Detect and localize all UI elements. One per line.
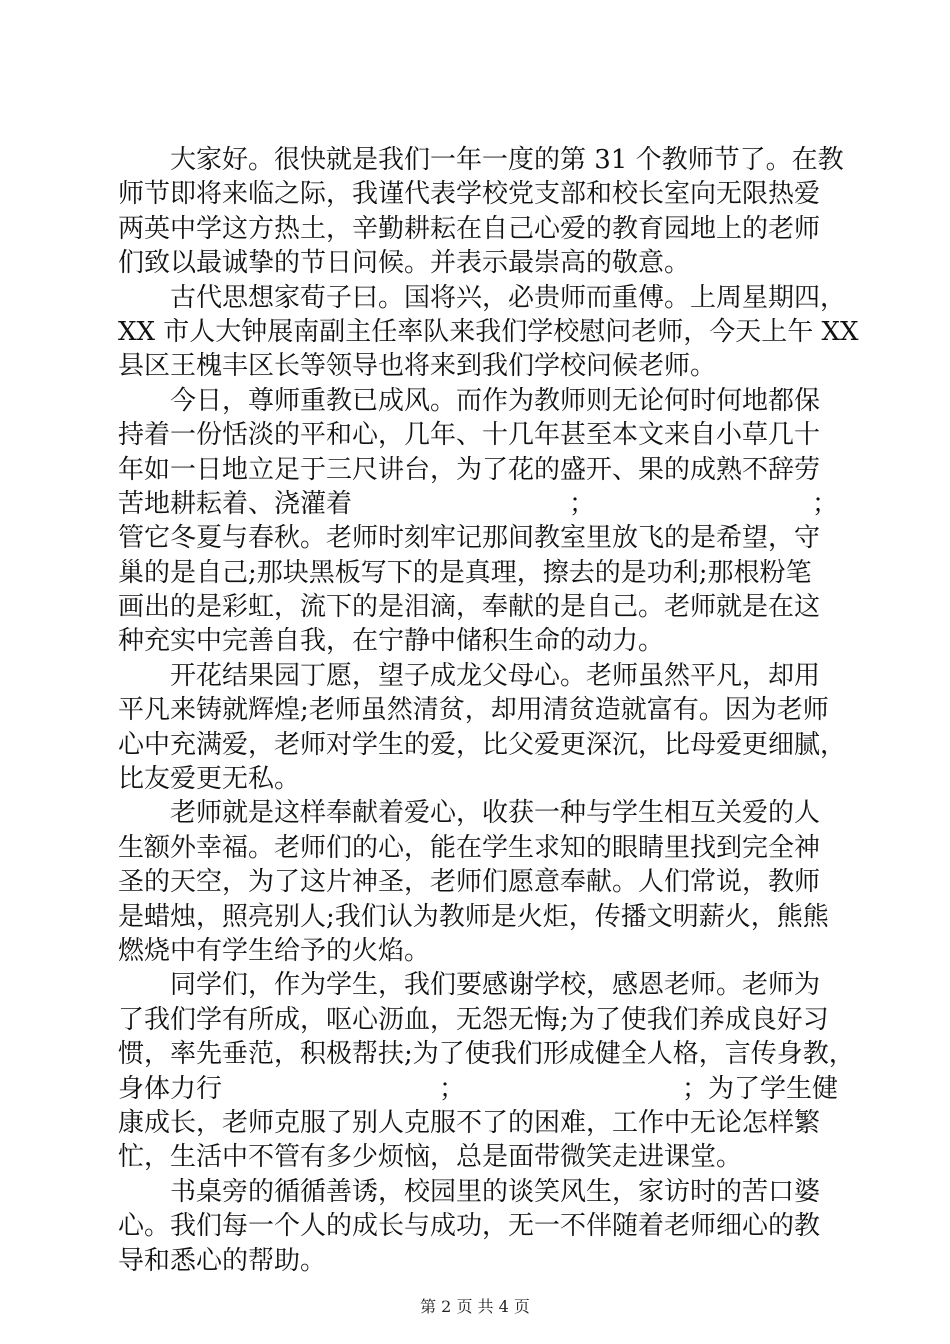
text-line: 巢的是自己;那块黑板写下的是真理，擦去的是功利;那根粉笔 — [118, 557, 812, 588]
text-line: XX 市人大钟展南副主任率队来我们学校慰问老师，今天上午 XX — [118, 316, 859, 347]
paragraph-2 — [118, 281, 859, 384]
paragraph-3 — [118, 384, 838, 659]
text-line: 忙，生活中不管有多少烦恼，总是面带微笑走进课堂。 — [118, 1142, 743, 1173]
text-line: 今日，尊师重教已成风。而作为教师则无论何时何地都保 — [118, 385, 821, 416]
text-line: 康成长，老师克服了别人克服不了的困难，工作中无论怎样繁 — [118, 1107, 821, 1138]
paragraph-1 — [118, 143, 844, 281]
text-line: 书桌旁的循循善诱，校园里的谈笑风生，家访时的苦口婆 — [118, 1176, 821, 1207]
text-line: 圣的天空，为了这片神圣，老师们愿意奉献。人们常说，教师 — [118, 867, 821, 898]
text-line: 比友爱更无私。 — [118, 764, 301, 795]
text-line: 生额外幸福。老师们的心，能在学生求知的眼睛里找到完全神 — [118, 832, 821, 863]
text-line: 种充实中完善自我，在宁静中储积生命的动力。 — [118, 626, 665, 657]
text-line: 古代思想家荀子曰。国将兴，必贵师而重傅。上周星期四， — [118, 282, 847, 313]
text-line: 管它冬夏与春秋。老师时刻牢记那间教室里放飞的是希望，守 — [118, 523, 821, 554]
text-line: 平凡来铸就辉煌;老师虽然清贫，却用清贫造就富有。因为老师 — [118, 695, 829, 726]
text-line: 年如一日地立足于三尺讲台，为了花的盛开、果的成熟不辞劳 — [118, 454, 821, 485]
text-segment: ；为了学生健 — [681, 1073, 838, 1104]
text-line: 老师就是这样奉献着爱心，收获一种与学生相互关爱的人 — [118, 798, 821, 829]
text-segment: ； — [438, 1073, 465, 1104]
spaced-text-line — [118, 487, 838, 521]
text-line: 同学们，作为学生，我们要感谢学校，感恩老师。老师为 — [118, 970, 821, 1001]
spaced-text-line — [118, 1072, 838, 1106]
text-line: 燃烧中有学生给予的火焰。 — [118, 935, 431, 966]
text-line: 持着一份恬淡的平和心，几年、十几年甚至本文来自小草几十 — [118, 420, 821, 451]
text-line: 惯，率先垂范，积极帮扶;为了使我们形成健全人格，言传身教， — [118, 1039, 855, 1070]
text-line: 两英中学这方热土，辛勤耕耘在自己心爱的教育园地上的老师 — [118, 213, 821, 244]
text-line: 县区王槐丰区长等领导也将来到我们学校问候老师。 — [118, 351, 717, 382]
document-body — [118, 143, 859, 1278]
text-line: 大家好。很快就是我们一年一度的第 31 个教师节了。在教 — [118, 145, 844, 175]
text-segment: ； — [568, 488, 595, 519]
page-number: 第 2 页 共 4 页 — [420, 1297, 530, 1316]
text-line: 心。我们每一个人的成长与成功，无一不伴随着老师细心的教 — [118, 1211, 821, 1242]
text-segment: ； — [811, 488, 838, 519]
paragraph-4 — [118, 659, 847, 797]
text-line: 心中充满爱，老师对学生的爱，比父爱更深沉，比母爱更细腻， — [118, 729, 847, 760]
text-segment: 苦地耕耘着、浇灌着 — [118, 488, 353, 519]
paragraph-5 — [118, 796, 838, 968]
text-line: 开花结果园丁愿，望子成龙父母心。老师虽然平凡，却用 — [118, 660, 821, 691]
text-segment: 身体力行 — [118, 1073, 223, 1104]
text-line: 导和悉心的帮助。 — [118, 1245, 327, 1276]
paragraph-7 — [118, 1175, 838, 1278]
text-line: 画出的是彩虹，流下的是泪滴，奉献的是自己。老师就是在这 — [118, 592, 821, 623]
text-line: 是蜡烛，照亮别人;我们认为教师是火炬，传播文明薪火，熊熊 — [118, 901, 829, 932]
paragraph-6 — [118, 968, 855, 1174]
text-line: 了我们学有所成，呕心沥血，无怨无悔;为了使我们养成良好习 — [118, 1004, 829, 1035]
text-line: 师节即将来临之际，我谨代表学校党支部和校长室向无限热爱 — [118, 179, 821, 210]
page-footer — [0, 1294, 950, 1317]
text-line: 们致以最诚挚的节日问候。并表示最崇高的敬意。 — [118, 248, 691, 279]
